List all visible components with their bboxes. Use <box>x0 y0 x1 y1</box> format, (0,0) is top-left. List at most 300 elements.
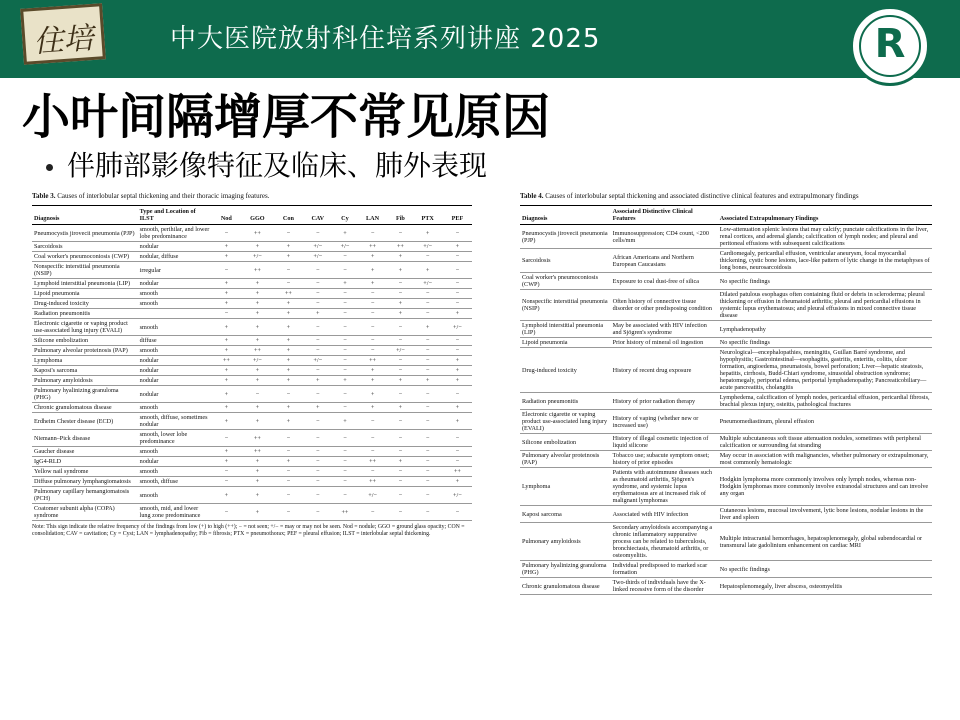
table-cell: + <box>443 477 472 487</box>
table-cell: +/− <box>302 242 333 252</box>
table-cell: + <box>212 447 240 457</box>
table-cell: Lymphadenopathy <box>718 321 932 338</box>
table-cell: Lipoid pneumonia <box>520 338 611 348</box>
table-cell: − <box>302 504 333 521</box>
table-cell: Lymphoma <box>32 356 138 366</box>
table-cell: Erdheim Chester disease (ECD) <box>32 413 138 430</box>
table-cell: − <box>274 467 302 477</box>
table-cell: + <box>302 309 333 319</box>
table-4-caption-text: Causes of interlobular septal thickening and associated distinctive clinical features and extrapulmonary findings <box>545 192 859 200</box>
table-row <box>520 561 932 578</box>
table-cell: + <box>212 252 240 262</box>
table-cell: May be associated with HIV infection and Sjögren's syndrome <box>611 321 718 338</box>
table-cell: No specific findings <box>718 273 932 290</box>
slide-bullet <box>46 144 487 184</box>
table-cell: − <box>333 467 357 477</box>
table-cell: − <box>357 299 389 309</box>
table-4-header-row <box>520 206 932 225</box>
table-cell: − <box>302 262 333 279</box>
table-cell: + <box>443 242 472 252</box>
table-cell: − <box>388 319 412 336</box>
table-cell: − <box>412 467 442 477</box>
table-cell: Drug-induced toxicity <box>32 299 138 309</box>
table-cell: − <box>443 262 472 279</box>
table-cell: + <box>274 242 302 252</box>
table-row <box>32 504 472 521</box>
table-row <box>32 299 472 309</box>
table-cell: + <box>212 386 240 403</box>
table-cell: + <box>212 413 240 430</box>
table-cell: Pulmonary amyloidosis <box>520 523 611 561</box>
table-cell: smooth, diffuse, sometimes nodular <box>138 413 213 430</box>
table-cell: − <box>302 477 333 487</box>
table3-header-cell: CAV <box>302 206 333 225</box>
table-cell: + <box>212 336 240 346</box>
table-cell: − <box>333 403 357 413</box>
table-cell: − <box>412 457 442 467</box>
table-cell: − <box>357 336 389 346</box>
table-cell: − <box>388 504 412 521</box>
table-cell: − <box>412 289 442 299</box>
table-row <box>520 273 932 290</box>
table-cell: ++ <box>240 262 274 279</box>
table-cell: + <box>274 309 302 319</box>
table-cell: − <box>302 366 333 376</box>
table-cell: History of illegal cosmetic injection of liquid silicone <box>611 434 718 451</box>
table-cell: − <box>443 346 472 356</box>
table-row <box>520 506 932 523</box>
table-cell: − <box>212 504 240 521</box>
table-cell: Tobacco use; subacute symptom onset; history of prior episodes <box>611 451 718 468</box>
table-cell: − <box>357 467 389 477</box>
table-cell: − <box>212 262 240 279</box>
table-cell: Cardiomegaly, pericardial effusion, ventricular aneurysm, focal myocardial thickening, cystic bone lesions, lace-like pattern of lytic change in the metaphyses of long bones, neurosarcoidosis <box>718 249 932 273</box>
table-cell: − <box>443 225 472 242</box>
table-cell: Radiation pneumonitis <box>520 393 611 410</box>
table-cell: + <box>274 356 302 366</box>
table-cell: − <box>302 430 333 447</box>
table-cell: − <box>443 504 472 521</box>
table-cell: smooth, mid, and lower lung zone predominance <box>138 504 213 521</box>
table3-header-cell: Type and Location of ILST <box>138 206 213 225</box>
table-cell: + <box>240 366 274 376</box>
table-cell: + <box>240 477 274 487</box>
table-cell: − <box>274 262 302 279</box>
table-cell: Coal worker's pneumoconiosis (CWP) <box>32 252 138 262</box>
table-cell: + <box>274 319 302 336</box>
table-cell: Hodgkin lymphoma more commonly involves only lymph nodes, whereas non-Hodgkin lymphomas more commonly involve extranodal structures and can involve any organ <box>718 468 932 506</box>
table-cell: − <box>357 319 389 336</box>
table-cell: − <box>388 477 412 487</box>
table3-header-cell: Fib <box>388 206 412 225</box>
table-cell: Coatomer subunit alpha (COPA) syndrome <box>32 504 138 521</box>
table-cell: − <box>333 336 357 346</box>
table-row <box>520 578 932 595</box>
table3-header-cell: PEF <box>443 206 472 225</box>
table-row <box>32 225 472 242</box>
table-cell: − <box>333 289 357 299</box>
table-cell: Pulmonary alveolar proteinosis (PAP) <box>520 451 611 468</box>
table-cell: + <box>443 413 472 430</box>
table-cell: History of vaping (whether new or increased use) <box>611 410 718 434</box>
logo-text: 住培 <box>32 20 95 61</box>
table-cell: − <box>333 262 357 279</box>
table-cell: + <box>443 309 472 319</box>
table-cell: nodular <box>138 279 213 289</box>
table-cell: Sarcoidosis <box>520 249 611 273</box>
table-cell: Immunosuppression; CD4 count, <200 cells/mm <box>611 225 718 249</box>
table-cell: + <box>443 376 472 386</box>
table-cell: + <box>443 403 472 413</box>
table-cell: + <box>443 366 472 376</box>
table-cell: ++ <box>333 504 357 521</box>
table-cell: smooth, diffuse <box>138 477 213 487</box>
table-cell: + <box>240 457 274 467</box>
table3-header-cell: GGO <box>240 206 274 225</box>
table-row <box>32 289 472 299</box>
table-cell: + <box>274 252 302 262</box>
table-row <box>520 393 932 410</box>
table-row <box>32 457 472 467</box>
table-cell: +/− <box>412 279 442 289</box>
table-cell: + <box>357 279 389 289</box>
table-cell: − <box>412 366 442 376</box>
table-cell: nodular <box>138 386 213 403</box>
table-cell: − <box>388 467 412 477</box>
table-cell: − <box>302 413 333 430</box>
table-cell: − <box>412 252 442 262</box>
table-cell: − <box>274 430 302 447</box>
table-cell: Lymphoid interstitial pneumonia (LIP) <box>32 279 138 289</box>
table-cell: + <box>240 467 274 477</box>
table-cell: − <box>412 299 442 309</box>
table-cell: ++ <box>388 242 412 252</box>
table-cell: + <box>357 366 389 376</box>
table-cell: No specific findings <box>718 561 932 578</box>
table-cell: − <box>302 225 333 242</box>
table-cell: + <box>333 413 357 430</box>
table-row <box>32 262 472 279</box>
table-row <box>520 321 932 338</box>
table3-header-cell: Diagnosis <box>32 206 138 225</box>
table-cell: + <box>357 376 389 386</box>
table-3-caption <box>32 192 472 201</box>
table-row <box>32 403 472 413</box>
table-3-header-row <box>32 206 472 225</box>
table-cell: Lipoid pneumonia <box>32 289 138 299</box>
table-cell: + <box>357 386 389 403</box>
table-cell: +/− <box>412 242 442 252</box>
table-cell: Pulmonary hyalinizing granuloma (PHG) <box>32 386 138 403</box>
slide-title: 小叶间隔增厚不常见原因 <box>22 89 551 145</box>
table-cell: Electronic cigarette or vaping product use-associated lung injury (EVALI) <box>520 410 611 434</box>
table-cell: + <box>388 299 412 309</box>
table-row <box>32 356 472 366</box>
table-cell: + <box>412 225 442 242</box>
table-cell: + <box>240 336 274 346</box>
emblem-letter: R <box>874 21 906 67</box>
table-cell: smooth, perihilar, and lower lobe predominance <box>138 225 213 242</box>
table-cell: + <box>388 309 412 319</box>
table-cell: − <box>357 289 389 299</box>
table3-header-cell: Con <box>274 206 302 225</box>
table-cell: + <box>212 346 240 356</box>
table-row <box>520 451 932 468</box>
table-cell: − <box>302 487 333 504</box>
table-cell: Drug-induced toxicity <box>520 348 611 393</box>
table-3-grid <box>32 205 472 521</box>
table-cell: − <box>274 477 302 487</box>
table-cell: smooth <box>138 447 213 457</box>
table-cell: + <box>357 252 389 262</box>
table-cell: − <box>212 225 240 242</box>
table-cell: Multiple intracranial hemorrhages, hepatosplenomegaly, global subendocardial or transmural late gadolinium enhancement on cardiac MRI <box>718 523 932 561</box>
table-cell: + <box>212 376 240 386</box>
table-row <box>520 225 932 249</box>
table-cell: +/− <box>443 319 472 336</box>
table-cell: Exposure to coal dust-free of silica <box>611 273 718 290</box>
table-4-caption <box>520 192 932 201</box>
table-row <box>520 249 932 273</box>
table-cell: − <box>357 504 389 521</box>
table-cell: + <box>274 366 302 376</box>
table-cell: − <box>274 386 302 403</box>
table-cell: + <box>240 403 274 413</box>
table-cell: − <box>388 279 412 289</box>
table-row <box>32 242 472 252</box>
table-cell: + <box>240 309 274 319</box>
table-cell: + <box>274 413 302 430</box>
table-cell: +/− <box>357 487 389 504</box>
table-cell: − <box>412 346 442 356</box>
table-cell: + <box>274 457 302 467</box>
table-row <box>32 430 472 447</box>
table-row <box>32 413 472 430</box>
table-cell: smooth <box>138 487 213 504</box>
table-cell: ++ <box>357 242 389 252</box>
table-cell: + <box>212 299 240 309</box>
table-row <box>520 290 932 321</box>
table-cell: − <box>388 336 412 346</box>
table-cell: Chronic granulomatous disease <box>520 578 611 595</box>
table-cell: Pneumocystis jirovecii pneumonia (PJP) <box>520 225 611 249</box>
table-cell: Diffuse pulmonary lymphangiomatosis <box>32 477 138 487</box>
table-3-notes: Note: This sign indicate the relative frequency of the findings from low (+) to high (++); − = not seen; +/− = may or may not be seen. Nod = nodule; GGO = ground glass opacity; CON = consolidation; CAV = cavitation; Cy = Cyst; LAN = lymphadenopathy; Fib = fibrosis; PTX = pneumothorax; PEF = pleural effusion; ILST = interlobular septal thickening. <box>32 524 465 537</box>
table-cell: − <box>443 447 472 457</box>
table-cell: Low-attenuation splenic lesions that may calcify; punctate calcifications in the liver, renal cortices, and adrenal glands; calcification of lymph nodes; and pleural and peritoneal effusions with subsequent calcifications <box>718 225 932 249</box>
table-cell: + <box>212 242 240 252</box>
table-cell: Dilated patulous esophagus often containing fluid or debris in scleroderma; pleural thickening or effusion in rheumatoid arthritis; pleural and pericardial effusions in systemic lupus erythematosus; and pleural effusions in mixed connective tissue disease <box>718 290 932 321</box>
table-cell: − <box>357 413 389 430</box>
table-cell: + <box>274 403 302 413</box>
table-cell: Lymphedema, calcification of lymph nodes, pericardial effusion, pericardial fibrosis, brachial plexus injury, osteitis, pathological fractures <box>718 393 932 410</box>
table-cell: nodular <box>138 376 213 386</box>
table-cell: + <box>212 487 240 504</box>
table-cell: + <box>357 262 389 279</box>
table-cell: − <box>388 356 412 366</box>
table-cell: Multiple subcutaneous soft tissue attenuation nodules, sometimes with peripheral calcification or surrounding fat stranding <box>718 434 932 451</box>
table-cell: smooth <box>138 403 213 413</box>
table-cell: ++ <box>240 447 274 457</box>
table-4-grid <box>520 205 932 595</box>
table-cell: − <box>333 309 357 319</box>
table-row <box>32 487 472 504</box>
table-cell: − <box>412 413 442 430</box>
table-cell: + <box>388 457 412 467</box>
table-cell: − <box>412 386 442 403</box>
table-cell: + <box>412 262 442 279</box>
table-cell: + <box>240 279 274 289</box>
table3-header-cell: Nod <box>212 206 240 225</box>
table-cell: Electronic cigarette or vaping product use-associated lung injury (EVALI) <box>32 319 138 336</box>
table-cell: +/− <box>443 487 472 504</box>
table-row <box>520 523 932 561</box>
table-cell: − <box>333 477 357 487</box>
table-cell: smooth <box>138 467 213 477</box>
table-cell: irregular <box>138 262 213 279</box>
table-cell: ++ <box>357 457 389 467</box>
table4-header-cell: Associated Extrapulmonary Findings <box>718 206 932 225</box>
table-cell: − <box>302 319 333 336</box>
table-cell: + <box>333 225 357 242</box>
table-row <box>520 468 932 506</box>
table-cell: − <box>302 299 333 309</box>
table-cell: Coal worker's pneumoconiosis (CWP) <box>520 273 611 290</box>
table-cell: − <box>388 430 412 447</box>
table-cell: − <box>274 225 302 242</box>
table-cell: − <box>388 487 412 504</box>
table-cell: − <box>443 430 472 447</box>
table-cell: + <box>274 336 302 346</box>
table-cell: + <box>412 319 442 336</box>
table-cell: − <box>412 403 442 413</box>
table-cell: Associated with HIV infection <box>611 506 718 523</box>
bullet-text: 伴肺部影像特征及临床、肺外表现 <box>67 149 488 182</box>
table-cell: − <box>357 309 389 319</box>
table-cell: History of prior radiation therapy <box>611 393 718 410</box>
table-cell: − <box>302 289 333 299</box>
table-cell: + <box>302 403 333 413</box>
table-cell: Pneumomediastinum, pleural effusion <box>718 410 932 434</box>
table-cell: − <box>302 336 333 346</box>
table-cell: + <box>388 376 412 386</box>
table-cell: ++ <box>240 225 274 242</box>
hospital-emblem <box>850 6 930 86</box>
table-cell: Nonspecific interstitial pneumonia (NSIP) <box>520 290 611 321</box>
table-cell: ++ <box>357 356 389 366</box>
table-cell: − <box>212 309 240 319</box>
table-cell: African Americans and Northern European Caucasians <box>611 249 718 273</box>
table-cell: + <box>274 376 302 386</box>
residency-logo <box>20 3 106 65</box>
table-cell: + <box>333 376 357 386</box>
table-cell: + <box>240 504 274 521</box>
table-row <box>520 348 932 393</box>
table-cell: − <box>357 430 389 447</box>
table-cell: − <box>443 279 472 289</box>
table-cell: History of recent drug exposure <box>611 348 718 393</box>
table-cell: Chronic granulomatous disease <box>32 403 138 413</box>
table-cell: smooth, lower lobe predominance <box>138 430 213 447</box>
table-cell: − <box>333 356 357 366</box>
table-3 <box>32 192 472 712</box>
table-cell: Silicone embolization <box>32 336 138 346</box>
table-cell: − <box>302 279 333 289</box>
table-cell: − <box>412 504 442 521</box>
table-cell: ++ <box>443 467 472 477</box>
table-cell: − <box>274 279 302 289</box>
table-row <box>32 447 472 457</box>
table-cell: − <box>333 386 357 403</box>
table-cell: − <box>388 386 412 403</box>
table-cell: − <box>274 447 302 457</box>
table-cell: − <box>412 356 442 366</box>
table-row <box>32 252 472 262</box>
table-cell: − <box>412 336 442 346</box>
table-cell: nodular, diffuse <box>138 252 213 262</box>
table-cell: + <box>240 319 274 336</box>
table-cell: Gaucher disease <box>32 447 138 457</box>
table-cell: − <box>212 430 240 447</box>
table-cell: + <box>357 403 389 413</box>
table-cell: − <box>357 346 389 356</box>
table-cell: + <box>443 356 472 366</box>
table-3-caption-text: Causes of interlobular septal thickening and their thoracic imaging features. <box>57 192 270 200</box>
table-cell: + <box>240 289 274 299</box>
table-cell: Sarcoidosis <box>32 242 138 252</box>
table-cell: + <box>212 457 240 467</box>
table-cell: Pulmonary alveolar proteinosis (PAP) <box>32 346 138 356</box>
table-cell <box>138 309 213 319</box>
table-cell: − <box>333 487 357 504</box>
table-cell: − <box>388 413 412 430</box>
table-row <box>32 386 472 403</box>
table-4-body <box>520 225 932 595</box>
table-cell: Yellow nail syndrome <box>32 467 138 477</box>
table3-header-cell: LAN <box>357 206 389 225</box>
table-row <box>32 376 472 386</box>
table-cell: − <box>443 457 472 467</box>
table-cell: − <box>443 386 472 403</box>
table-cell: smooth <box>138 346 213 356</box>
table-cell: − <box>333 252 357 262</box>
table-cell: Cutaneous lesions, mucosal involvement, lytic bone lesions, nodular lesions in the liver and spleen <box>718 506 932 523</box>
table-row <box>32 279 472 289</box>
table-cell: − <box>302 457 333 467</box>
table-cell: − <box>302 447 333 457</box>
table-cell: Secondary amyloidosis accompanying a chronic inflammatory suppurative process can be related to tuberculosis, bronchiectasis, rheumatoid arthritis, or osteomyelitis. <box>611 523 718 561</box>
table-cell: − <box>333 319 357 336</box>
table-4 <box>520 192 932 712</box>
table-cell: − <box>412 477 442 487</box>
table-3-caption-label: Table 3. <box>32 192 56 200</box>
table-cell: +/− <box>302 252 333 262</box>
table-cell: − <box>333 430 357 447</box>
table-cell: − <box>212 477 240 487</box>
table-cell: +/− <box>240 252 274 262</box>
table-row <box>520 434 932 451</box>
table-cell: − <box>302 386 333 403</box>
table-cell: + <box>302 376 333 386</box>
table-cell: + <box>388 252 412 262</box>
table-cell: − <box>333 366 357 376</box>
table-cell: + <box>388 262 412 279</box>
table-cell: − <box>357 447 389 457</box>
table-cell: May occur in association with malignancies, whether pulmonary or extrapulmonary, most commonly hematologic <box>718 451 932 468</box>
table-cell: +/− <box>240 356 274 366</box>
table-cell: Nonspecific interstitial pneumonia (NSIP) <box>32 262 138 279</box>
table-cell: Silicone embolization <box>520 434 611 451</box>
